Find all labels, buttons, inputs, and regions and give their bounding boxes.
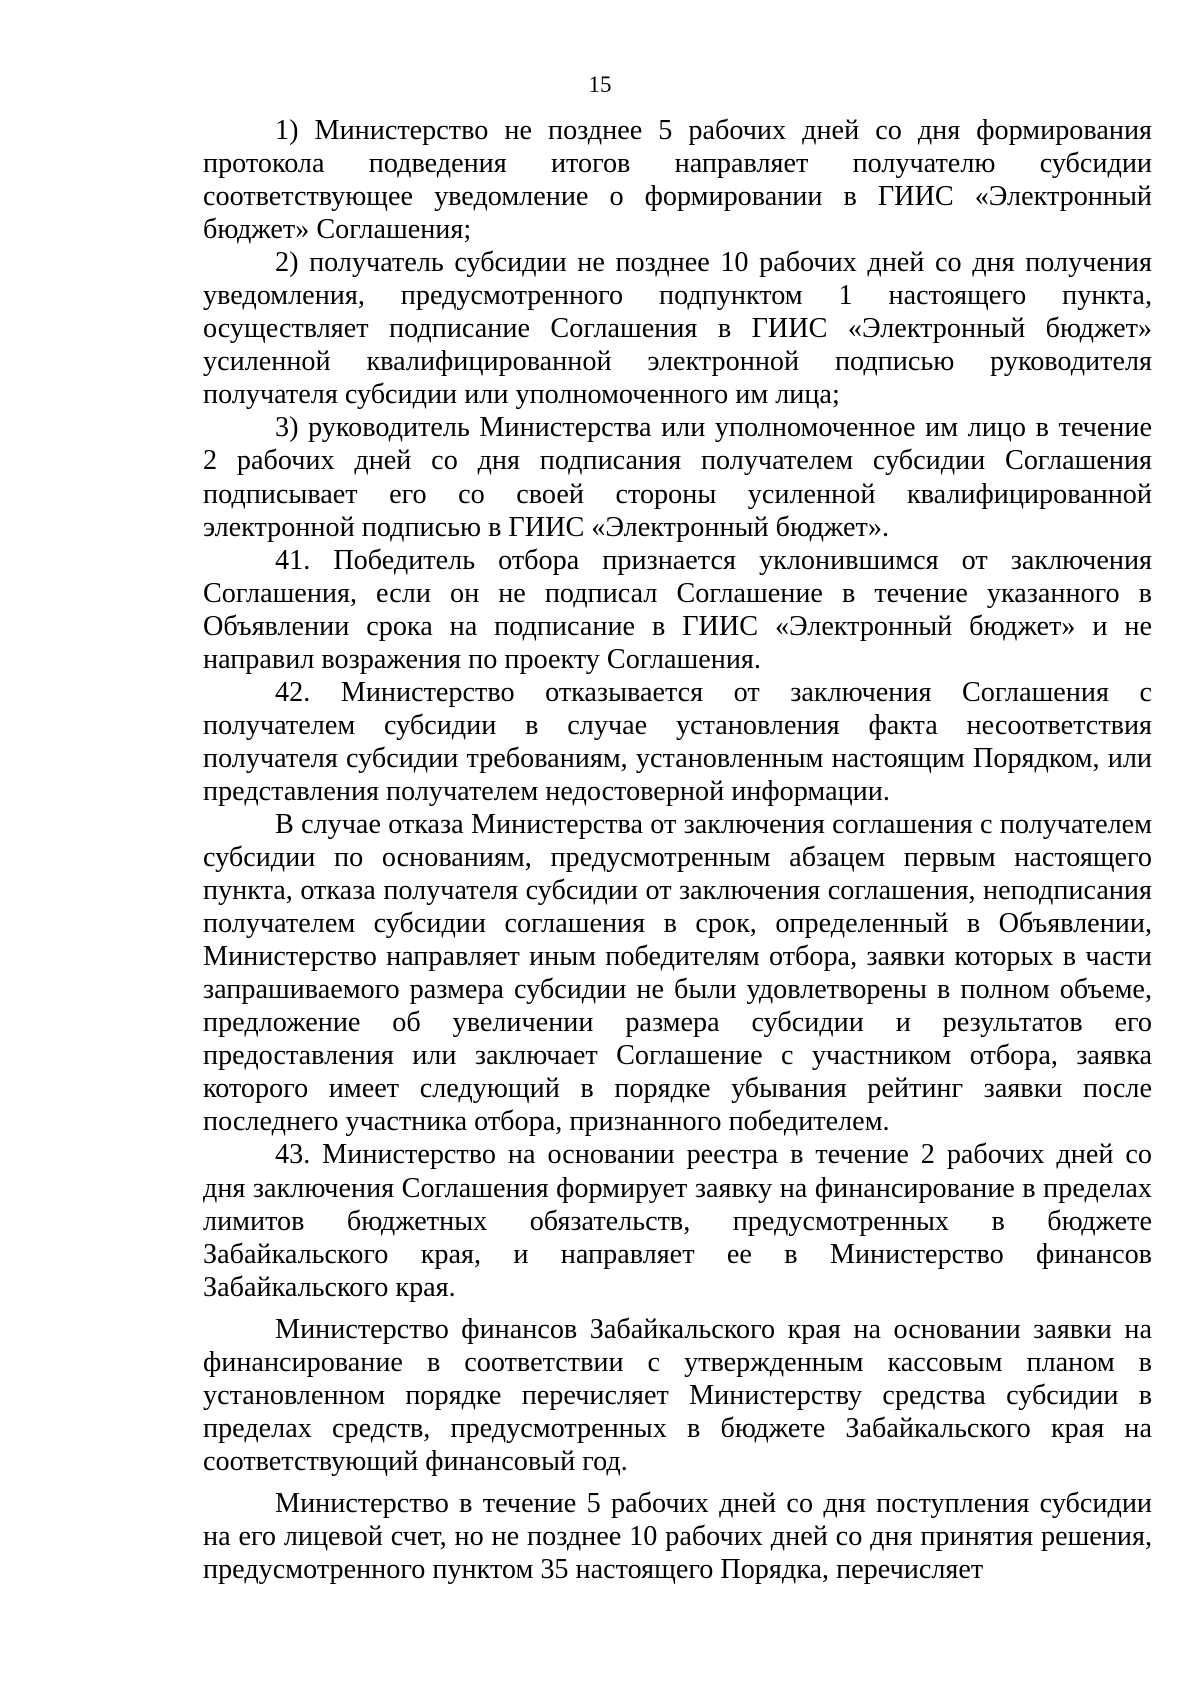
page-number: 15 (588, 72, 612, 97)
paragraph-43: 43. Министерство на основании реестра в течение 2 рабочих дней со дня заключения Соглашения формирует заявку на финансирование в пределах лимитов бюджетных обязательств, предусмотренных в бюджете Забайкальского края, и направляет ее в Министерство финансов Забайкальского края. (203, 1139, 1152, 1303)
paragraph-item-1: 1) Министерство не позднее 5 рабочих дней со дня формирования протокола подведения итогов направляет получателю субсидии соответствующее уведомление о формировании в ГИИС «Электронный бюджет» Соглашения; (203, 115, 1152, 246)
paragraph-transfer: Министерство в течение 5 рабочих дней со дня поступления субсидии на его лицевой счет, но не позднее 10 рабочих дней со дня принятия решения, предусмотренного пунктом 35 настоящего Порядка, перечисляет (203, 1487, 1152, 1586)
paragraph-41: 41. Победитель отбора признается уклонившимся от заключения Соглашения, если он не подписал Соглашение в течение указанного в Объявлении срока на подписание в ГИИС «Электронный бюджет» и не направил возражения по проекту Соглашения. (203, 544, 1152, 675)
paragraph-42: 42. Министерство отказывается от заключения Соглашения с получателем субсидии в случае установления факта несоответствия получателя субсидии требованиям, установленным настоящим Порядком, или представления получателем недостоверной информации. (203, 676, 1152, 807)
document-body (203, 114, 1152, 1586)
paragraph-42-refusal: В случае отказа Министерства от заключения соглашения с получателем субсидии по основаниям, предусмотренным абзацем первым настоящего пункта, отказа получателя субсидии от заключения соглашения, неподписания получателем субсидии соглашения в срок, определенный в Объявлении, Министерство направляет иным победителям отбора, заявки которых в части запрашиваемого размера субсидии не были удовлетворены в полном объеме, предложение об увеличении размера субсидии и результатов его предоставления или заключает Соглашение с участником отбора, заявка которого имеет следующий в порядке убывания рейтинг заявки после последнего участника отбора, признанного победителем. (203, 808, 1152, 1138)
paragraph-finance-ministry: Министерство финансов Забайкальского края на основании заявки на финансирование в соответствии с утвержденным кассовым планом в установленном порядке перечисляет Министерству средства субсидии в пределах средств, предусмотренных в бюджете Забайкальского края на соответствующий финансовый год. (203, 1313, 1152, 1477)
paragraph-item-3: 3) руководитель Министерства или уполномоченное им лицо в течение 2 рабочих дней со дня подписания получателем субсидии Соглашения подписывает его со своей стороны усиленной квалифицированной электронной подписью в ГИИС «Электронный бюджет». (203, 412, 1152, 543)
paragraph-item-2: 2) получатель субсидии не позднее 10 рабочих дней со дня получения уведомления, предусмотренного подпунктом 1 настоящего пункта, осуществляет подписание Соглашения в ГИИС «Электронный бюджет» усиленной квалифицированной электронной подписью руководителя получателя субсидии или уполномоченного им лица; (203, 247, 1152, 411)
